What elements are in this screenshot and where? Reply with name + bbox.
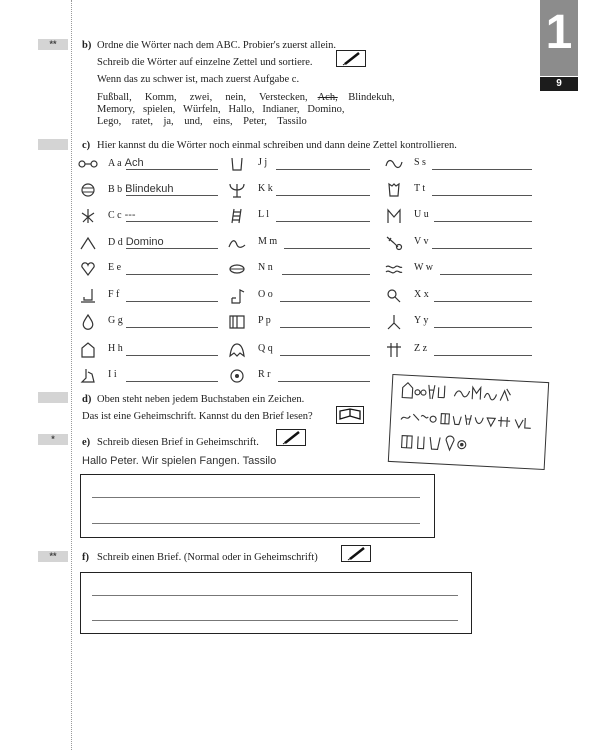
roof-symbol-icon	[78, 235, 98, 251]
alphabet-entry-o: O o	[258, 289, 273, 300]
word-item: eins,	[213, 116, 233, 127]
word-item: nein,	[225, 92, 247, 103]
word-item: Würfeln,	[183, 104, 221, 115]
alphabet-entry-a: A a Ach	[108, 157, 144, 169]
word-item-crossed: Blindekuh,	[348, 92, 395, 103]
writing-line[interactable]	[126, 301, 218, 302]
flag-symbol-icon	[227, 288, 247, 304]
alphabet-entry-v: V v	[414, 236, 429, 247]
level-marker-e: *	[38, 434, 68, 445]
trident-symbol-icon	[227, 182, 247, 198]
task-f-letter: f)	[82, 552, 89, 563]
writing-line[interactable]	[126, 195, 218, 196]
task-d-line2: Das ist eine Geheimschrift. Kannst du den Brief lesen?	[82, 411, 313, 422]
task-c-letter: c)	[82, 140, 91, 151]
alphabet-entry-n: N n	[258, 262, 273, 273]
answer-box-e[interactable]	[80, 474, 435, 538]
task-e-letter: e)	[82, 437, 91, 448]
writing-line[interactable]	[276, 221, 370, 222]
chapter-number: 1	[540, 0, 578, 76]
word-list-row1	[97, 92, 395, 103]
margin-line	[71, 0, 72, 750]
writing-line[interactable]	[126, 327, 218, 328]
house-symbol-icon	[78, 342, 98, 358]
writing-line[interactable]	[432, 169, 532, 170]
magnifier-symbol-icon	[384, 288, 404, 304]
word-item: ja,	[163, 116, 174, 127]
alphabet-entry-r: R r	[258, 369, 271, 380]
task-b-line1: Ordne die Wörter nach dem ABC. Probier's zuerst allein.	[97, 40, 337, 51]
target-symbol-icon	[227, 368, 247, 384]
word-item: ratet,	[131, 116, 153, 127]
word-item: Peter,	[243, 116, 267, 127]
word-item: Komm,	[144, 92, 177, 103]
alphabet-entry-t: T t	[414, 183, 426, 194]
wave-hill-symbol-icon	[227, 235, 247, 251]
alphabet-entry-q: Q q	[258, 343, 273, 354]
crown-symbol-icon	[384, 208, 404, 224]
handwritten-word: Ach	[124, 157, 144, 169]
writing-line[interactable]	[126, 274, 218, 275]
writing-line[interactable]	[126, 221, 218, 222]
handwritten-word: Domino	[125, 236, 164, 248]
task-b-line3: Wenn das zu schwer ist, mach zuerst Aufgabe c.	[97, 74, 300, 85]
reading-book-icon	[336, 406, 364, 424]
task-e-text: Schreib diesen Brief in Geheimschrift.	[97, 437, 259, 448]
alphabet-entry-p: P p	[258, 315, 271, 326]
page-number: 9	[540, 77, 578, 91]
writing-line[interactable]	[126, 169, 218, 170]
writing-line[interactable]	[434, 327, 532, 328]
alphabet-entry-d: D d Domino	[108, 236, 164, 248]
writing-line[interactable]	[432, 248, 532, 249]
writing-line[interactable]	[440, 274, 532, 275]
cup-symbol-icon	[227, 156, 247, 172]
key-symbol-icon	[384, 235, 404, 251]
task-d-line1: Oben steht neben jedem Buchstaben ein Zeichen.	[97, 394, 305, 405]
level-marker-f: **	[38, 551, 68, 562]
alphabet-entry-y: Y y	[414, 315, 429, 326]
alphabet-entry-g: G g	[108, 315, 123, 326]
handwritten-word: Blindekuh	[125, 183, 174, 195]
double-cross-symbol-icon	[384, 342, 404, 358]
writing-line[interactable]	[282, 274, 370, 275]
task-c-text: Hier kannst du die Wörter noch einmal schreiben und dann deine Zettel kontrollieren.	[97, 140, 457, 151]
word-item: Verstecken,	[258, 92, 308, 103]
alphabet-entry-c: C c ---	[108, 209, 136, 221]
alphabet-entry-z: Z z	[414, 343, 428, 354]
level-marker-c	[38, 139, 68, 150]
writing-line[interactable]	[92, 595, 458, 596]
word-item-crossed: Domino,	[307, 104, 345, 115]
word-item: Memory,	[97, 104, 136, 115]
writing-line[interactable]	[92, 523, 420, 524]
word-item: Fußball,	[97, 92, 132, 103]
writing-line[interactable]	[276, 169, 370, 170]
star-symbol-icon	[78, 208, 98, 224]
handwritten-letter: Hallo Peter. Wir spielen Fangen. Tassilo	[82, 455, 277, 467]
alphabet-entry-m: M m	[258, 236, 278, 247]
answer-box-f[interactable]	[80, 572, 472, 634]
secret-letter-note	[388, 374, 549, 470]
writing-line[interactable]	[280, 301, 370, 302]
drop-symbol-icon	[78, 314, 98, 330]
alphabet-entry-l: L l	[258, 209, 270, 220]
writing-line[interactable]	[280, 327, 370, 328]
word-list-row3	[97, 116, 307, 127]
heart-symbol-icon	[78, 261, 98, 277]
writing-line[interactable]	[278, 381, 370, 382]
ladder-symbol-icon	[227, 208, 247, 224]
level-marker-b: **	[38, 39, 68, 50]
handwritten-word: ---	[124, 209, 136, 221]
vase-symbol-icon	[384, 182, 404, 198]
bell-symbol-icon	[227, 342, 247, 358]
writing-line[interactable]	[276, 195, 370, 196]
word-item: spielen,	[142, 104, 176, 115]
writing-line[interactable]	[92, 497, 420, 498]
boot-symbol-icon	[78, 368, 98, 384]
writing-line[interactable]	[92, 620, 458, 621]
task-f-text: Schreib einen Brief. (Normal oder in Geheimschrift)	[97, 552, 318, 563]
writing-line[interactable]	[126, 248, 218, 249]
alphabet-entry-w: W w	[414, 262, 433, 273]
level-marker-d	[38, 392, 68, 403]
writing-line[interactable]	[126, 381, 218, 382]
word-item: Hallo,	[228, 104, 255, 115]
s-curve-symbol-icon	[384, 156, 404, 172]
writing-line[interactable]	[434, 301, 532, 302]
word-item: Indianer,	[262, 104, 300, 115]
word-list-row2	[97, 104, 344, 115]
alphabet-entry-b: B b Blindekuh	[108, 183, 174, 195]
pencil-icon	[276, 429, 306, 446]
word-item-crossed: Ach,	[317, 92, 338, 103]
word-item: und,	[184, 116, 203, 127]
alphabet-entry-i: I i	[108, 369, 117, 380]
alphabet-entry-j: J j	[258, 157, 268, 168]
book-symbol-icon	[227, 314, 247, 330]
writing-line[interactable]	[434, 221, 532, 222]
alphabet-entry-f: F f	[108, 289, 120, 300]
task-b-letter: b)	[82, 40, 92, 51]
alphabet-entry-x: X x	[414, 289, 429, 300]
word-item: Lego,	[97, 116, 122, 127]
task-b-line2: Schreib die Wörter auf einzelne Zettel und sortiere.	[97, 57, 313, 68]
word-item: Tassilo	[277, 116, 307, 127]
alphabet-entry-h: H h	[108, 343, 123, 354]
pencil-icon	[341, 545, 371, 562]
hook-symbol-icon	[78, 288, 98, 304]
y-branch-symbol-icon	[384, 314, 404, 330]
word-item: zwei,	[189, 92, 213, 103]
alphabet-entry-s: S s	[414, 157, 426, 168]
alphabet-entry-u: U u	[414, 209, 429, 220]
glasses-symbol-icon	[78, 156, 98, 172]
waves-symbol-icon	[384, 261, 404, 277]
writing-line[interactable]	[284, 248, 370, 249]
task-d-letter: d)	[82, 394, 92, 405]
alphabet-entry-k: K k	[258, 183, 273, 194]
writing-line[interactable]	[432, 195, 532, 196]
writing-line[interactable]	[126, 355, 218, 356]
writing-line[interactable]	[280, 355, 370, 356]
ball-symbol-icon	[78, 182, 98, 198]
pencil-icon	[336, 50, 366, 67]
alphabet-entry-e: E e	[108, 262, 122, 273]
writing-line[interactable]	[434, 355, 532, 356]
eye-symbol-icon	[227, 261, 247, 277]
